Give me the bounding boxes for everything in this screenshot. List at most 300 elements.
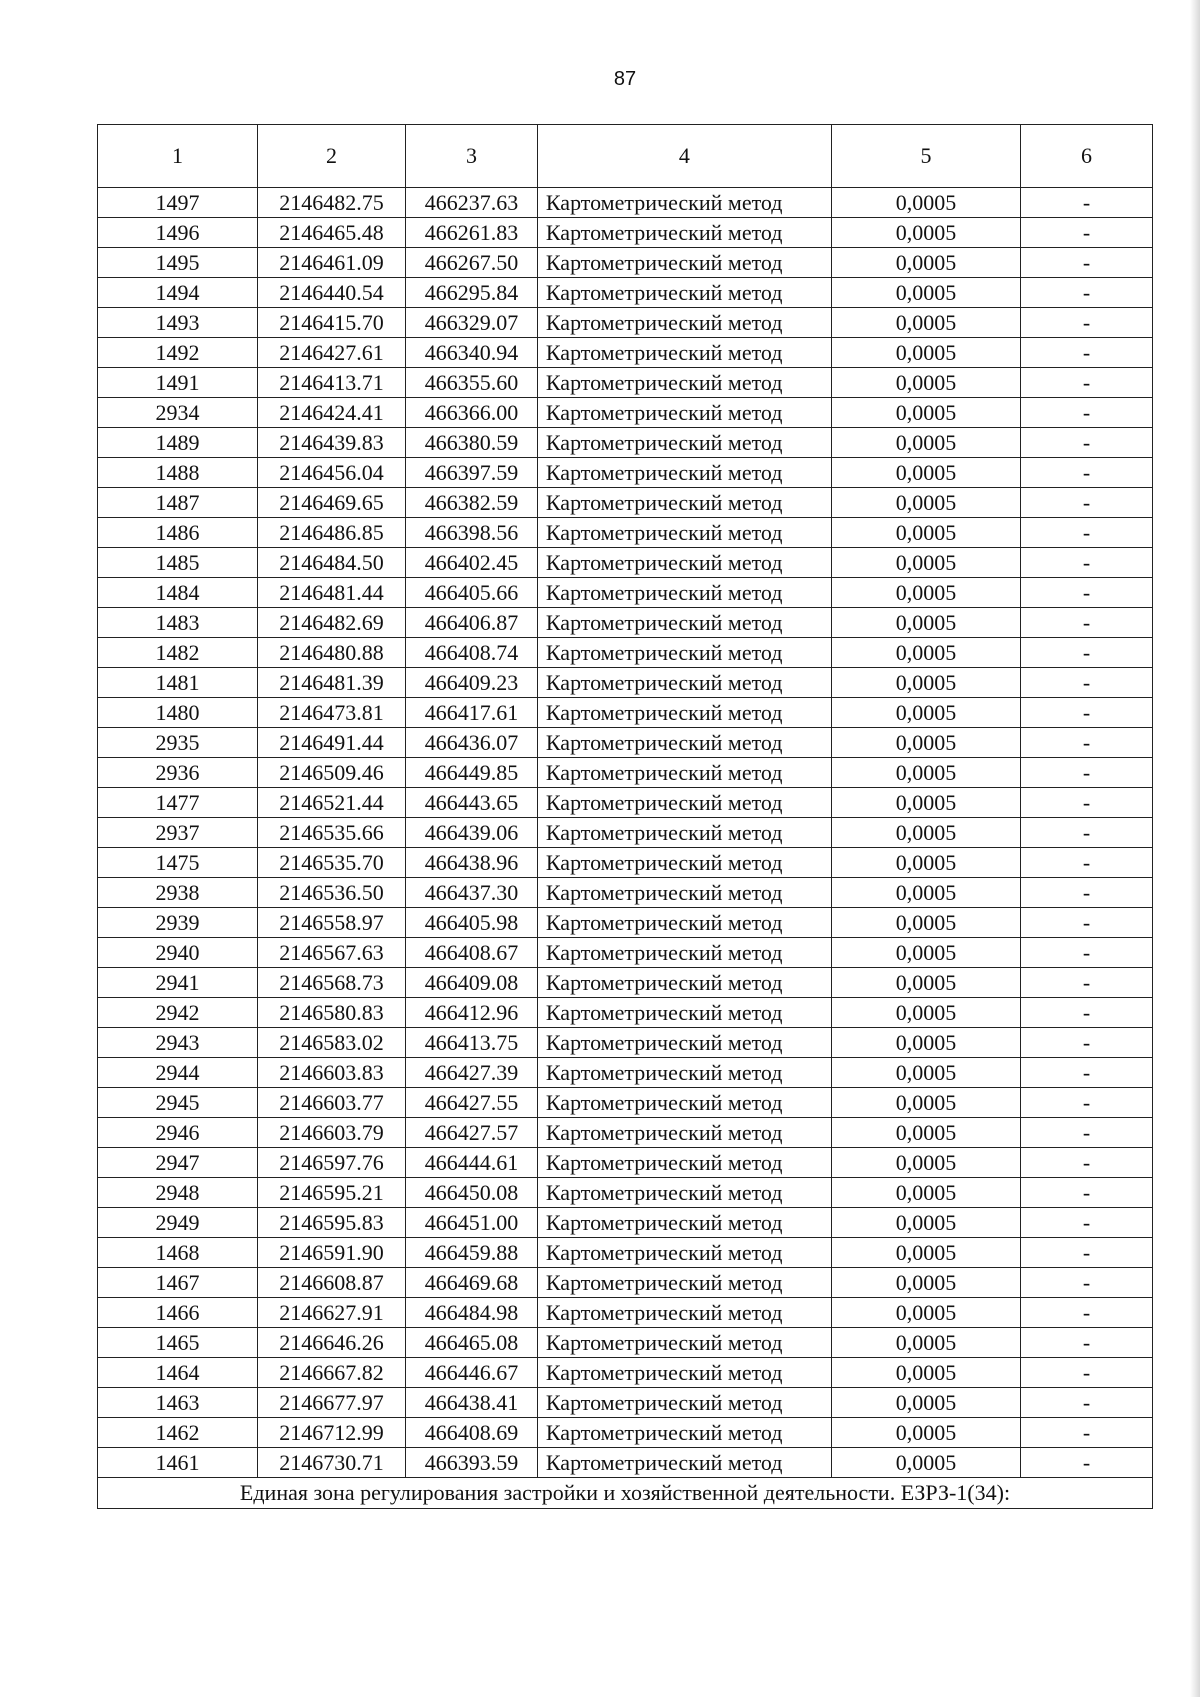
note-cell: -	[1021, 608, 1153, 638]
point-number-cell: 1484	[98, 578, 258, 608]
method-cell: Картометрический метод	[537, 1388, 831, 1418]
table-row	[98, 308, 1153, 338]
accuracy-cell: 0,0005	[831, 968, 1020, 998]
table-row	[98, 398, 1153, 428]
method-cell: Картометрический метод	[537, 278, 831, 308]
note-cell: -	[1021, 308, 1153, 338]
accuracy-cell: 0,0005	[831, 818, 1020, 848]
method-cell: Картометрический метод	[537, 248, 831, 278]
point-number-cell: 1480	[98, 698, 258, 728]
x-coordinate-cell: 2146568.73	[257, 968, 405, 998]
note-cell: -	[1021, 518, 1153, 548]
x-coordinate-cell: 2146509.46	[257, 758, 405, 788]
x-coordinate-cell: 2146473.81	[257, 698, 405, 728]
table-row	[98, 638, 1153, 668]
y-coordinate-cell: 466408.67	[406, 938, 538, 968]
method-cell: Картометрический метод	[537, 1328, 831, 1358]
y-coordinate-cell: 466444.61	[406, 1148, 538, 1178]
note-cell: -	[1021, 638, 1153, 668]
y-coordinate-cell: 466397.59	[406, 458, 538, 488]
point-number-cell: 1496	[98, 218, 258, 248]
y-coordinate-cell: 466446.67	[406, 1358, 538, 1388]
table-row	[98, 1178, 1153, 1208]
y-coordinate-cell: 466405.98	[406, 908, 538, 938]
note-cell: -	[1021, 1118, 1153, 1148]
method-cell: Картометрический метод	[537, 1448, 831, 1478]
y-coordinate-cell: 466465.08	[406, 1328, 538, 1358]
note-cell: -	[1021, 1148, 1153, 1178]
note-cell: -	[1021, 698, 1153, 728]
accuracy-cell: 0,0005	[831, 548, 1020, 578]
column-header: 2	[257, 125, 405, 188]
x-coordinate-cell: 2146424.41	[257, 398, 405, 428]
x-coordinate-cell: 2146484.50	[257, 548, 405, 578]
method-cell: Картометрический метод	[537, 608, 831, 638]
y-coordinate-cell: 466380.59	[406, 428, 538, 458]
method-cell: Картометрический метод	[537, 518, 831, 548]
table-row	[98, 1088, 1153, 1118]
method-cell: Картометрический метод	[537, 1118, 831, 1148]
accuracy-cell: 0,0005	[831, 338, 1020, 368]
accuracy-cell: 0,0005	[831, 1178, 1020, 1208]
table-row	[98, 1058, 1153, 1088]
table-row	[98, 488, 1153, 518]
accuracy-cell: 0,0005	[831, 728, 1020, 758]
note-cell: -	[1021, 488, 1153, 518]
y-coordinate-cell: 466408.69	[406, 1418, 538, 1448]
table-row	[98, 1118, 1153, 1148]
point-number-cell: 1497	[98, 188, 258, 218]
method-cell: Картометрический метод	[537, 668, 831, 698]
point-number-cell: 2940	[98, 938, 258, 968]
method-cell: Картометрический метод	[537, 1358, 831, 1388]
table-header-row	[98, 125, 1153, 188]
point-number-cell: 1475	[98, 848, 258, 878]
y-coordinate-cell: 466417.61	[406, 698, 538, 728]
x-coordinate-cell: 2146482.69	[257, 608, 405, 638]
column-header: 4	[537, 125, 831, 188]
table-row	[98, 968, 1153, 998]
accuracy-cell: 0,0005	[831, 248, 1020, 278]
table-row	[98, 1418, 1153, 1448]
method-cell: Картометрический метод	[537, 638, 831, 668]
table-row	[98, 608, 1153, 638]
table-row	[98, 998, 1153, 1028]
note-cell: -	[1021, 458, 1153, 488]
point-number-cell: 1488	[98, 458, 258, 488]
accuracy-cell: 0,0005	[831, 1088, 1020, 1118]
y-coordinate-cell: 466355.60	[406, 368, 538, 398]
table-row	[98, 188, 1153, 218]
point-number-cell: 1468	[98, 1238, 258, 1268]
x-coordinate-cell: 2146603.83	[257, 1058, 405, 1088]
method-cell: Картометрический метод	[537, 488, 831, 518]
method-cell: Картометрический метод	[537, 1058, 831, 1088]
page-edge-shadow	[1190, 0, 1200, 1697]
table-row	[98, 938, 1153, 968]
method-cell: Картометрический метод	[537, 1028, 831, 1058]
y-coordinate-cell: 466439.06	[406, 818, 538, 848]
y-coordinate-cell: 466398.56	[406, 518, 538, 548]
y-coordinate-cell: 466409.23	[406, 668, 538, 698]
accuracy-cell: 0,0005	[831, 1028, 1020, 1058]
table-row	[98, 758, 1153, 788]
note-cell: -	[1021, 728, 1153, 758]
x-coordinate-cell: 2146595.21	[257, 1178, 405, 1208]
x-coordinate-cell: 2146456.04	[257, 458, 405, 488]
accuracy-cell: 0,0005	[831, 1448, 1020, 1478]
y-coordinate-cell: 466438.96	[406, 848, 538, 878]
accuracy-cell: 0,0005	[831, 1328, 1020, 1358]
y-coordinate-cell: 466459.88	[406, 1238, 538, 1268]
table-row	[98, 728, 1153, 758]
column-header: 3	[406, 125, 538, 188]
table-row	[98, 1268, 1153, 1298]
accuracy-cell: 0,0005	[831, 488, 1020, 518]
point-number-cell: 2944	[98, 1058, 258, 1088]
point-number-cell: 2947	[98, 1148, 258, 1178]
method-cell: Картометрический метод	[537, 458, 831, 488]
note-cell: -	[1021, 668, 1153, 698]
x-coordinate-cell: 2146627.91	[257, 1298, 405, 1328]
method-cell: Картометрический метод	[537, 728, 831, 758]
point-number-cell: 1463	[98, 1388, 258, 1418]
accuracy-cell: 0,0005	[831, 1298, 1020, 1328]
table-row	[98, 698, 1153, 728]
method-cell: Картометрический метод	[537, 698, 831, 728]
note-cell: -	[1021, 998, 1153, 1028]
table-row	[98, 218, 1153, 248]
method-cell: Картометрический метод	[537, 1148, 831, 1178]
accuracy-cell: 0,0005	[831, 638, 1020, 668]
x-coordinate-cell: 2146667.82	[257, 1358, 405, 1388]
y-coordinate-cell: 466382.59	[406, 488, 538, 518]
x-coordinate-cell: 2146536.50	[257, 878, 405, 908]
point-number-cell: 1467	[98, 1268, 258, 1298]
y-coordinate-cell: 466393.59	[406, 1448, 538, 1478]
point-number-cell: 2945	[98, 1088, 258, 1118]
table-row	[98, 848, 1153, 878]
x-coordinate-cell: 2146535.66	[257, 818, 405, 848]
x-coordinate-cell: 2146440.54	[257, 278, 405, 308]
point-number-cell: 1486	[98, 518, 258, 548]
point-number-cell: 2948	[98, 1178, 258, 1208]
point-number-cell: 1461	[98, 1448, 258, 1478]
accuracy-cell: 0,0005	[831, 608, 1020, 638]
method-cell: Картометрический метод	[537, 758, 831, 788]
note-cell: -	[1021, 1328, 1153, 1358]
note-cell: -	[1021, 818, 1153, 848]
point-number-cell: 1491	[98, 368, 258, 398]
accuracy-cell: 0,0005	[831, 1238, 1020, 1268]
method-cell: Картометрический метод	[537, 338, 831, 368]
y-coordinate-cell: 466267.50	[406, 248, 538, 278]
x-coordinate-cell: 2146583.02	[257, 1028, 405, 1058]
coordinates-table	[97, 124, 1153, 1509]
column-header: 6	[1021, 125, 1153, 188]
point-number-cell: 2936	[98, 758, 258, 788]
note-cell: -	[1021, 578, 1153, 608]
x-coordinate-cell: 2146482.75	[257, 188, 405, 218]
point-number-cell: 2949	[98, 1208, 258, 1238]
table-row	[98, 1208, 1153, 1238]
note-cell: -	[1021, 788, 1153, 818]
method-cell: Картометрический метод	[537, 578, 831, 608]
y-coordinate-cell: 466436.07	[406, 728, 538, 758]
accuracy-cell: 0,0005	[831, 758, 1020, 788]
note-cell: -	[1021, 1268, 1153, 1298]
point-number-cell: 2938	[98, 878, 258, 908]
accuracy-cell: 0,0005	[831, 938, 1020, 968]
y-coordinate-cell: 466437.30	[406, 878, 538, 908]
y-coordinate-cell: 466237.63	[406, 188, 538, 218]
note-cell: -	[1021, 1448, 1153, 1478]
method-cell: Картометрический метод	[537, 788, 831, 818]
table-row	[98, 1358, 1153, 1388]
method-cell: Картометрический метод	[537, 368, 831, 398]
method-cell: Картометрический метод	[537, 1298, 831, 1328]
x-coordinate-cell: 2146558.97	[257, 908, 405, 938]
y-coordinate-cell: 466366.00	[406, 398, 538, 428]
note-cell: -	[1021, 878, 1153, 908]
accuracy-cell: 0,0005	[831, 998, 1020, 1028]
table-row	[98, 578, 1153, 608]
x-coordinate-cell: 2146597.76	[257, 1148, 405, 1178]
accuracy-cell: 0,0005	[831, 1358, 1020, 1388]
y-coordinate-cell: 466408.74	[406, 638, 538, 668]
note-cell: -	[1021, 428, 1153, 458]
method-cell: Картометрический метод	[537, 848, 831, 878]
note-cell: -	[1021, 1418, 1153, 1448]
x-coordinate-cell: 2146580.83	[257, 998, 405, 1028]
y-coordinate-cell: 466450.08	[406, 1178, 538, 1208]
note-cell: -	[1021, 1358, 1153, 1388]
y-coordinate-cell: 466402.45	[406, 548, 538, 578]
table-row	[98, 428, 1153, 458]
x-coordinate-cell: 2146603.79	[257, 1118, 405, 1148]
point-number-cell: 1464	[98, 1358, 258, 1388]
y-coordinate-cell: 466427.55	[406, 1088, 538, 1118]
table-row	[98, 1148, 1153, 1178]
accuracy-cell: 0,0005	[831, 1268, 1020, 1298]
method-cell: Картометрический метод	[537, 1418, 831, 1448]
table-row	[98, 278, 1153, 308]
point-number-cell: 2941	[98, 968, 258, 998]
table-row	[98, 248, 1153, 278]
method-cell: Картометрический метод	[537, 188, 831, 218]
method-cell: Картометрический метод	[537, 1088, 831, 1118]
note-cell: -	[1021, 188, 1153, 218]
accuracy-cell: 0,0005	[831, 698, 1020, 728]
note-cell: -	[1021, 1208, 1153, 1238]
point-number-cell: 1493	[98, 308, 258, 338]
x-coordinate-cell: 2146415.70	[257, 308, 405, 338]
method-cell: Картометрический метод	[537, 548, 831, 578]
accuracy-cell: 0,0005	[831, 788, 1020, 818]
y-coordinate-cell: 466469.68	[406, 1268, 538, 1298]
table-row	[98, 908, 1153, 938]
column-header: 5	[831, 125, 1020, 188]
y-coordinate-cell: 466484.98	[406, 1298, 538, 1328]
method-cell: Картометрический метод	[537, 308, 831, 338]
table-row	[98, 878, 1153, 908]
note-cell: -	[1021, 1058, 1153, 1088]
method-cell: Картометрический метод	[537, 1238, 831, 1268]
x-coordinate-cell: 2146481.44	[257, 578, 405, 608]
accuracy-cell: 0,0005	[831, 428, 1020, 458]
table-row	[98, 458, 1153, 488]
method-cell: Картометрический метод	[537, 428, 831, 458]
zone-caption: Единая зона регулирования застройки и хозяйственной деятельности. ЕЗРЗ-1(34):	[98, 1478, 1153, 1509]
method-cell: Картометрический метод	[537, 1178, 831, 1208]
x-coordinate-cell: 2146535.70	[257, 848, 405, 878]
y-coordinate-cell: 466329.07	[406, 308, 538, 338]
table-row	[98, 668, 1153, 698]
method-cell: Картометрический метод	[537, 938, 831, 968]
x-coordinate-cell: 2146521.44	[257, 788, 405, 818]
y-coordinate-cell: 466406.87	[406, 608, 538, 638]
accuracy-cell: 0,0005	[831, 368, 1020, 398]
method-cell: Картометрический метод	[537, 1208, 831, 1238]
method-cell: Картометрический метод	[537, 1268, 831, 1298]
y-coordinate-cell: 466443.65	[406, 788, 538, 818]
note-cell: -	[1021, 1388, 1153, 1418]
note-cell: -	[1021, 908, 1153, 938]
table-row	[98, 338, 1153, 368]
accuracy-cell: 0,0005	[831, 458, 1020, 488]
table-row	[98, 1298, 1153, 1328]
point-number-cell: 2942	[98, 998, 258, 1028]
y-coordinate-cell: 466451.00	[406, 1208, 538, 1238]
note-cell: -	[1021, 1028, 1153, 1058]
point-number-cell: 1485	[98, 548, 258, 578]
table-row	[98, 1028, 1153, 1058]
x-coordinate-cell: 2146486.85	[257, 518, 405, 548]
note-cell: -	[1021, 758, 1153, 788]
point-number-cell: 1495	[98, 248, 258, 278]
x-coordinate-cell: 2146469.65	[257, 488, 405, 518]
y-coordinate-cell: 466340.94	[406, 338, 538, 368]
x-coordinate-cell: 2146646.26	[257, 1328, 405, 1358]
column-header: 1	[98, 125, 258, 188]
point-number-cell: 2934	[98, 398, 258, 428]
point-number-cell: 2943	[98, 1028, 258, 1058]
point-number-cell: 1477	[98, 788, 258, 818]
accuracy-cell: 0,0005	[831, 908, 1020, 938]
method-cell: Картометрический метод	[537, 398, 831, 428]
method-cell: Картометрический метод	[537, 968, 831, 998]
table-row	[98, 818, 1153, 848]
accuracy-cell: 0,0005	[831, 398, 1020, 428]
note-cell: -	[1021, 398, 1153, 428]
point-number-cell: 1482	[98, 638, 258, 668]
table-row	[98, 1238, 1153, 1268]
table-row	[98, 368, 1153, 398]
y-coordinate-cell: 466449.85	[406, 758, 538, 788]
y-coordinate-cell: 466438.41	[406, 1388, 538, 1418]
method-cell: Картометрический метод	[537, 818, 831, 848]
accuracy-cell: 0,0005	[831, 668, 1020, 698]
point-number-cell: 2939	[98, 908, 258, 938]
x-coordinate-cell: 2146481.39	[257, 668, 405, 698]
accuracy-cell: 0,0005	[831, 578, 1020, 608]
accuracy-cell: 0,0005	[831, 1418, 1020, 1448]
note-cell: -	[1021, 1238, 1153, 1268]
y-coordinate-cell: 466413.75	[406, 1028, 538, 1058]
x-coordinate-cell: 2146730.71	[257, 1448, 405, 1478]
table-row	[98, 788, 1153, 818]
accuracy-cell: 0,0005	[831, 1118, 1020, 1148]
x-coordinate-cell: 2146480.88	[257, 638, 405, 668]
point-number-cell: 1487	[98, 488, 258, 518]
table-row	[98, 1388, 1153, 1418]
y-coordinate-cell: 466405.66	[406, 578, 538, 608]
table-row	[98, 518, 1153, 548]
accuracy-cell: 0,0005	[831, 278, 1020, 308]
point-number-cell: 2935	[98, 728, 258, 758]
point-number-cell: 2946	[98, 1118, 258, 1148]
y-coordinate-cell: 466409.08	[406, 968, 538, 998]
accuracy-cell: 0,0005	[831, 218, 1020, 248]
x-coordinate-cell: 2146712.99	[257, 1418, 405, 1448]
x-coordinate-cell: 2146603.77	[257, 1088, 405, 1118]
point-number-cell: 1465	[98, 1328, 258, 1358]
point-number-cell: 1481	[98, 668, 258, 698]
method-cell: Картометрический метод	[537, 878, 831, 908]
x-coordinate-cell: 2146608.87	[257, 1268, 405, 1298]
point-number-cell: 1494	[98, 278, 258, 308]
table-body	[98, 125, 1153, 1509]
accuracy-cell: 0,0005	[831, 1388, 1020, 1418]
point-number-cell: 1489	[98, 428, 258, 458]
point-number-cell: 1466	[98, 1298, 258, 1328]
x-coordinate-cell: 2146591.90	[257, 1238, 405, 1268]
x-coordinate-cell: 2146595.83	[257, 1208, 405, 1238]
accuracy-cell: 0,0005	[831, 308, 1020, 338]
note-cell: -	[1021, 1088, 1153, 1118]
y-coordinate-cell: 466412.96	[406, 998, 538, 1028]
note-cell: -	[1021, 548, 1153, 578]
point-number-cell: 1462	[98, 1418, 258, 1448]
x-coordinate-cell: 2146413.71	[257, 368, 405, 398]
y-coordinate-cell: 466295.84	[406, 278, 538, 308]
point-number-cell: 1492	[98, 338, 258, 368]
accuracy-cell: 0,0005	[831, 518, 1020, 548]
accuracy-cell: 0,0005	[831, 1208, 1020, 1238]
x-coordinate-cell: 2146439.83	[257, 428, 405, 458]
note-cell: -	[1021, 248, 1153, 278]
note-cell: -	[1021, 218, 1153, 248]
x-coordinate-cell: 2146427.61	[257, 338, 405, 368]
x-coordinate-cell: 2146465.48	[257, 218, 405, 248]
x-coordinate-cell: 2146461.09	[257, 248, 405, 278]
note-cell: -	[1021, 938, 1153, 968]
point-number-cell: 1483	[98, 608, 258, 638]
note-cell: -	[1021, 968, 1153, 998]
note-cell: -	[1021, 338, 1153, 368]
note-cell: -	[1021, 1178, 1153, 1208]
note-cell: -	[1021, 1298, 1153, 1328]
note-cell: -	[1021, 368, 1153, 398]
point-number-cell: 2937	[98, 818, 258, 848]
table-row	[98, 1448, 1153, 1478]
method-cell: Картометрический метод	[537, 998, 831, 1028]
accuracy-cell: 0,0005	[831, 188, 1020, 218]
accuracy-cell: 0,0005	[831, 1148, 1020, 1178]
table-row	[98, 548, 1153, 578]
method-cell: Картометрический метод	[537, 218, 831, 248]
page-number: 87	[613, 68, 637, 90]
